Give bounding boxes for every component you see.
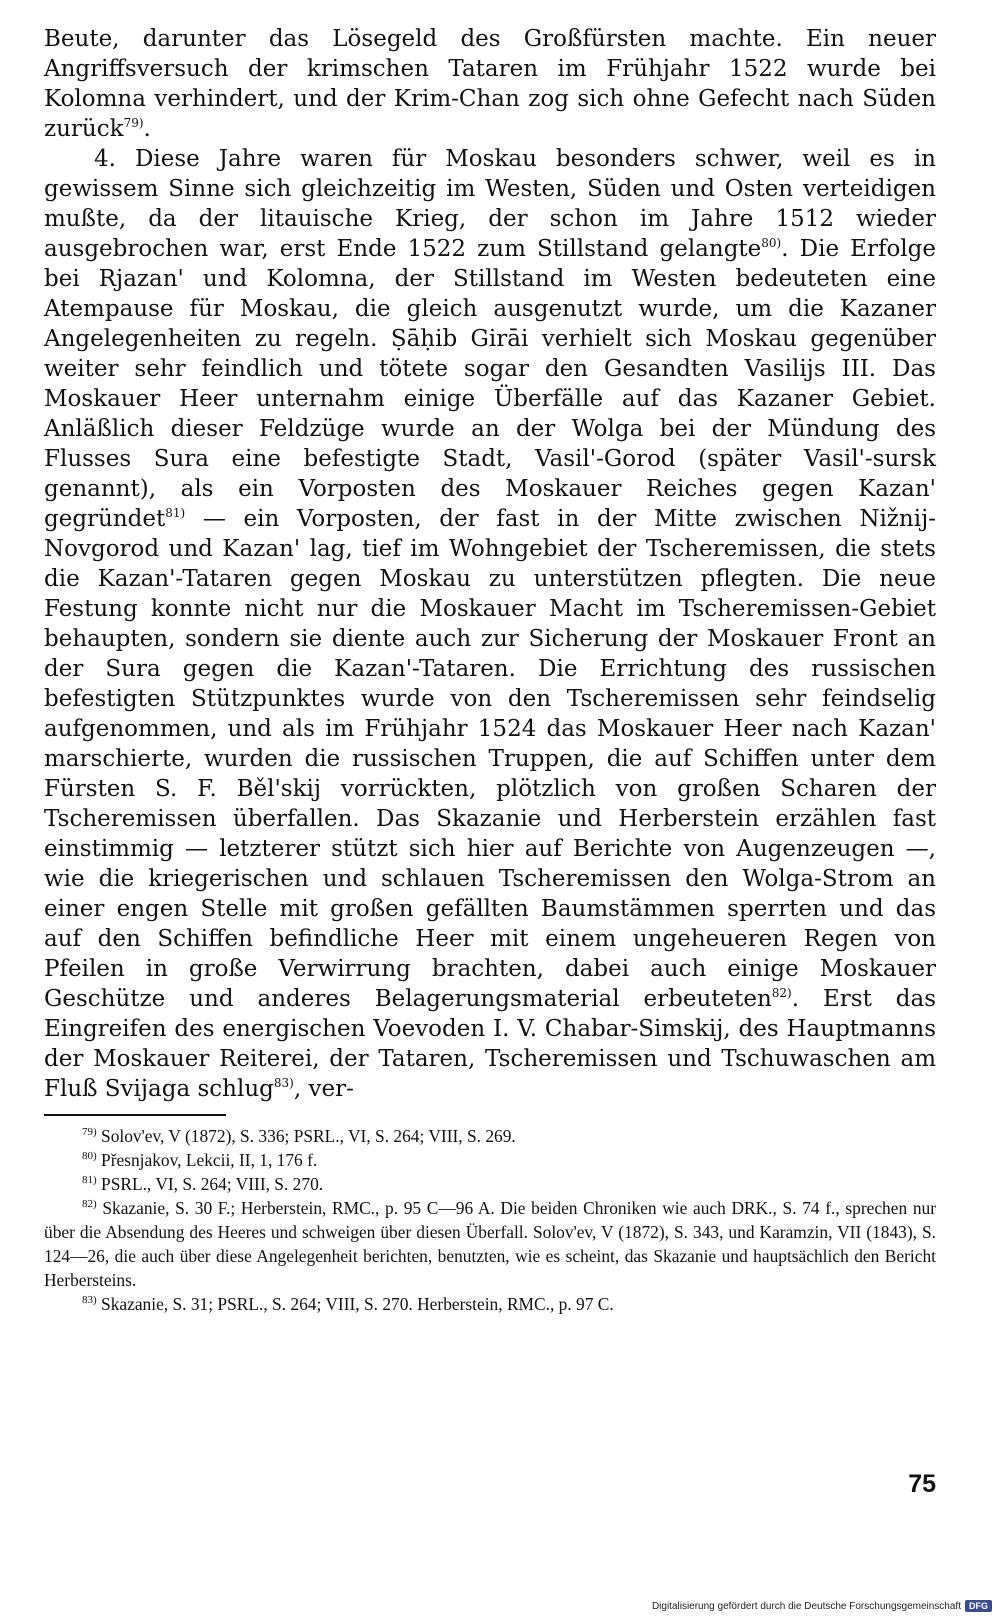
text-run: . Erst das Eingreifen des energischen Voevoden I. V. Chabar-Simskij, des Hauptmanns der Moskauer Reiterei, der Tataren, Tscheremissen und Tschuwaschen am Fluß Svijaga schlug (44, 986, 936, 1102)
paragraph-1 (44, 24, 936, 144)
paragraph-2 (44, 144, 936, 1104)
text-run: . (143, 116, 151, 142)
page-content (44, 24, 936, 1316)
footnote-text: Skazanie, S. 31; PSRL., S. 264; VIII, S. 270. Herberstein, RMC., p. 97 C. (96, 1294, 614, 1314)
footnote-text: Přesnjakov, Lekcii, II, 1, 176 f. (96, 1150, 318, 1170)
footnote-mark: 81) (82, 1174, 97, 1186)
page-number: 75 (908, 1470, 936, 1498)
text-run: . Die Erfolge bei Rjazan' und Kolomna, der Stillstand im Westen bedeuteten eine Atempause für Moskau, die gleich ausgenutzt wurde, um die Kazaner Angelegenheiten zu regeln. Ṣāḥib Girāi verhielt sich Moskau gegenüber weiter sehr feindlich und tötete sogar den Gesandten Vasilijs III. Das Moskauer Heer unternahm einige Überfälle auf das Kazaner Gebiet. Anläßlich dieser Feldzüge wurde an der Wolga bei der Mündung des Flusses Sura eine befestigte Stadt, Vasil'-Gorod (später Vasil'-sursk genannt), als ein Vorposten des Moskauer Reiches gegen Kazan' gegründet (44, 236, 936, 532)
dfg-logo-icon: DFG (965, 1600, 992, 1612)
footnote-ref-82: 82) (771, 986, 792, 1000)
footnote-text: PSRL., VI, S. 264; VIII, S. 270. (96, 1174, 324, 1194)
footnote-ref-79: 79) (123, 116, 144, 130)
footnote-ref-81: 81) (165, 506, 186, 520)
footnote-ref-80: 80) (761, 236, 782, 250)
text-run: , ver- (293, 1076, 354, 1102)
footnote-79 (44, 1124, 936, 1148)
footnote-text: Solov'ev, V (1872), S. 336; PSRL., VI, S. 264; VIII, S. 269. (96, 1126, 516, 1146)
text-run: — ein Vorposten, der fast in der Mitte zwischen Nižnij-Novgorod und Kazan' lag, tief im Wohngebiet der Tscheremissen, die stets die Kazan'-Tataren gegen Moskau zu unterstützen pflegten. Die neue Festung konnte nicht nur die Moskauer Macht im Tscheremissen-Gebiet behaupten, sondern sie diente auch zur Sicherung der Moskauer Front an der Sura gegen die Kazan'-Tataren. Die Errichtung des russischen befestigten Stützpunktes wurde von den Tscheremissen sehr feindselig aufgenommen, und als im Frühjahr 1524 das Moskauer Heer nach Kazan' marschierte, wurden die russischen Truppen, die auf Schiffen unter dem Fürsten S. F. Běl'skij vorrückten, plötzlich von großen Scharen der Tscheremissen überfallen. Das Skazanie und Herberstein erzählen fast einstimmig — letzterer stützt sich hier auf Berichte von Augenzeugen —, wie die kriegerischen und schlauen Tscheremissen den Wolga-Strom an einer engen Stelle mit großen gefällten Baumstämmen sperrten und das auf den Schiffen befindliche Heer mit einem ungeheueren Regen von Pfeilen in große Verwirrung brachten, dabei auch einige Moskauer Geschütze und anderes Belagerungsmaterial erbeuteten (44, 506, 936, 1012)
footnote-ref-83: 83) (273, 1076, 294, 1090)
footnote-83 (44, 1292, 936, 1316)
footnote-text: Skazanie, S. 30 F.; Herberstein, RMC., p. 95 C—96 A. Die beiden Chroniken wie auch DRK., S. 74 f., sprechen nur über die Absendung des Heeres und schweigen über diesen Überfall. Solov'ev, V (1872), S. 343, und Karamzin, VII (1843), S. 124—26, die auch über diese Angelegenheit berichten, benutzten, wie es scheint, das Skazanie und hauptsächlich den Bericht Herbersteins. (44, 1198, 936, 1290)
footnote-mark: 79) (82, 1126, 97, 1138)
main-text (44, 24, 936, 1104)
footnote-mark: 83) (82, 1294, 97, 1306)
text-run: 4. Diese Jahre waren für Moskau besonders schwer, weil es in gewissem Sinne sich gleichzeitig im Westen, Süden und Osten verteidigen mußte, da der litauische Krieg, der schon im Jahre 1512 wieder ausgebrochen war, erst Ende 1522 zum Stillstand gelangte (44, 146, 936, 262)
footnote-81 (44, 1172, 936, 1196)
footnote-mark: 82) (82, 1198, 97, 1210)
footnote-80 (44, 1148, 936, 1172)
footnote-divider (44, 1114, 226, 1116)
footnotes (44, 1124, 936, 1316)
footnote-82 (44, 1196, 936, 1292)
digitization-credit (652, 1600, 992, 1612)
footnote-mark: 80) (82, 1150, 97, 1162)
text-run: Beute, darunter das Lösegeld des Großfürsten machte. Ein neuer Angriffsversuch der krimschen Tataren im Frühjahr 1522 wurde bei Kolomna verhindert, und der Krim-Chan zog sich ohne Gefecht nach Süden zurück (44, 26, 936, 142)
credit-text: Digitalisierung gefördert durch die Deutsche Forschungsgemeinschaft (651, 1600, 961, 1612)
